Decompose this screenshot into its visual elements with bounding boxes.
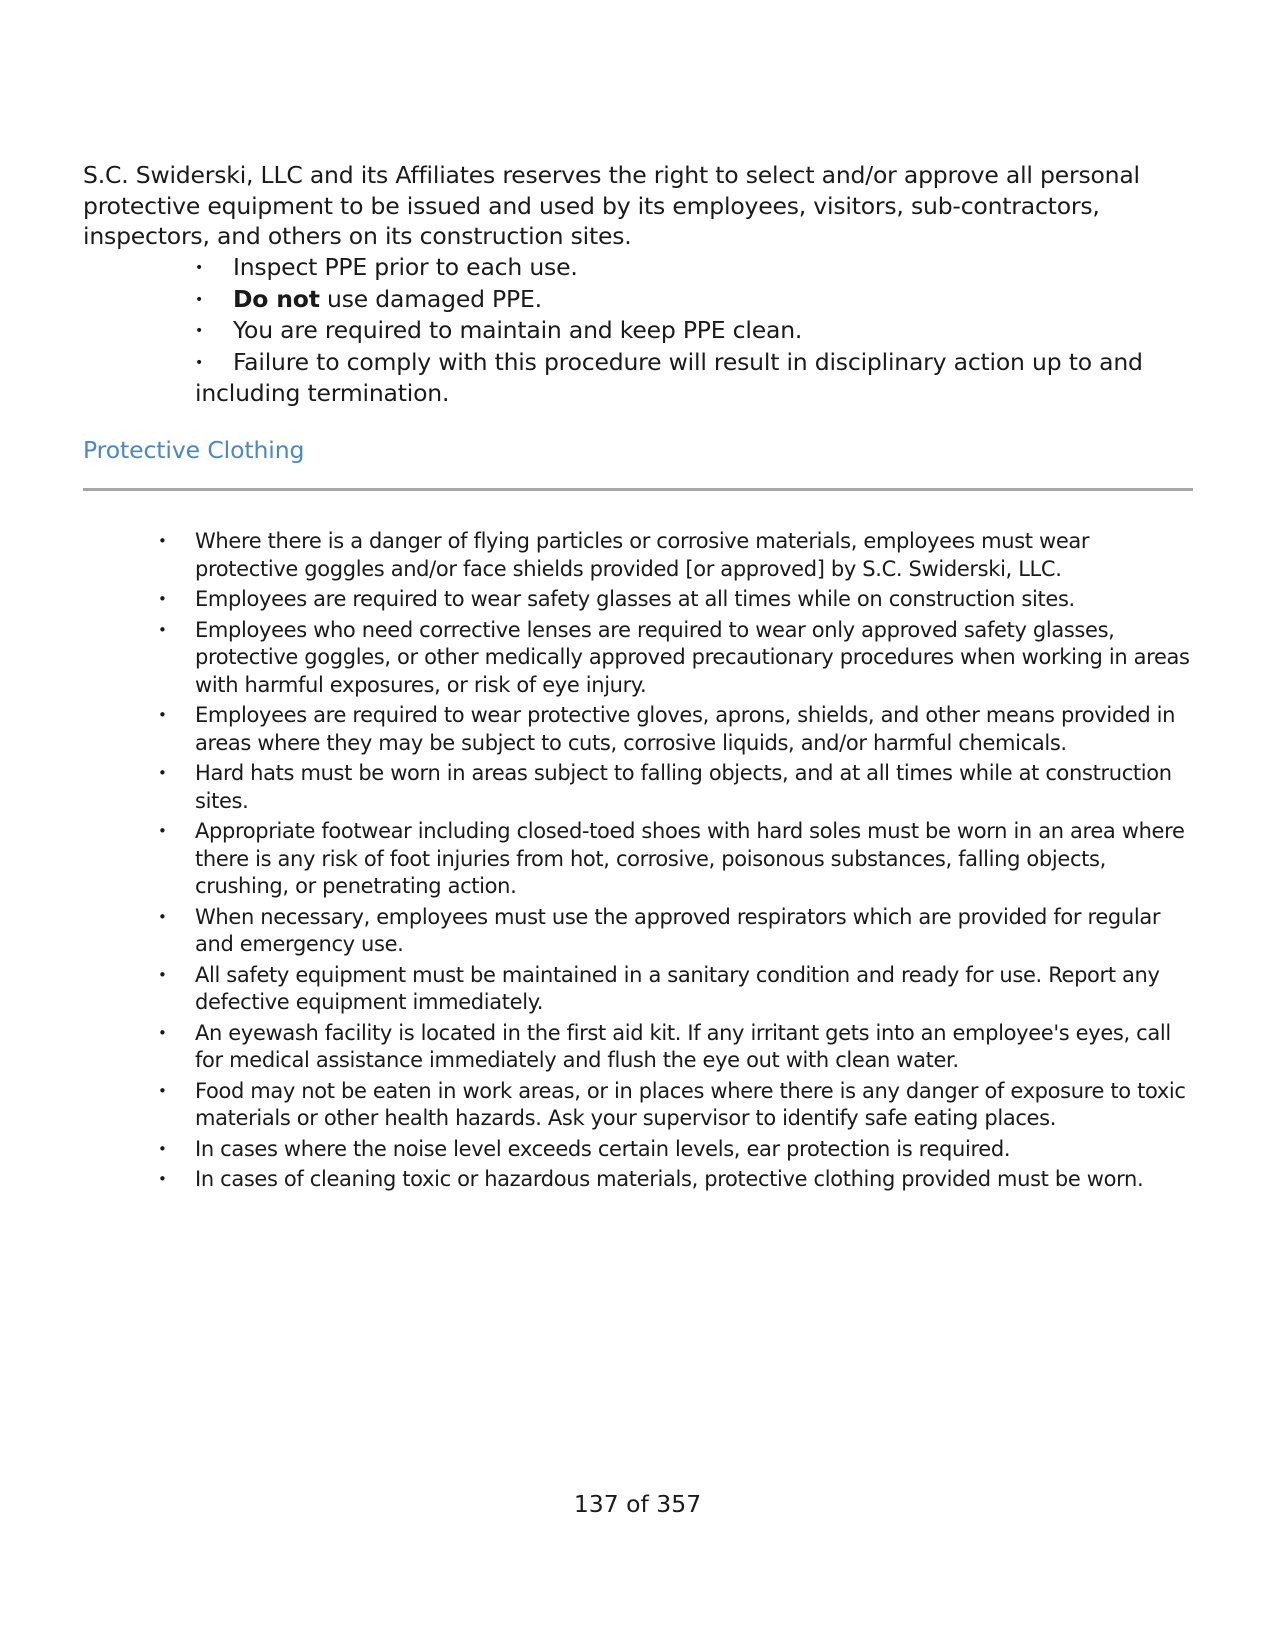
bullet-icon: • xyxy=(158,590,167,608)
list-item-text: Failure to comply with this procedure will result in disciplinary action up to and including termination. xyxy=(195,347,1143,407)
list-item xyxy=(158,586,1195,614)
page-number: 137 of 357 xyxy=(573,1490,702,1518)
list-item-text: In cases where the noise level exceeds certain levels, ear protection is required. xyxy=(195,1136,1011,1161)
section-heading: Protective Clothing xyxy=(83,436,305,464)
bullet-icon: • xyxy=(158,620,167,639)
list-item xyxy=(158,1078,1195,1133)
list-item xyxy=(195,347,1195,409)
list-item xyxy=(158,904,1195,959)
list-item xyxy=(195,315,1195,347)
list-item-text: Appropriate footwear including closed-toed shoes with hard soles must be worn in an area where there is any risk of foot injuries from hot, corrosive, poisonous substances, falling objects, crushing, or penetrating action. xyxy=(195,819,1185,898)
bullet-icon: • xyxy=(158,1170,167,1188)
emphasis-text: Do not xyxy=(233,284,320,313)
list-item xyxy=(195,284,1195,316)
list-item xyxy=(158,1020,1195,1075)
protective-clothing-list xyxy=(158,528,1195,1197)
list-item-text: You are required to maintain and keep PPE clean. xyxy=(233,316,803,344)
list-item xyxy=(158,818,1195,901)
list-item-text: Employees who need corrective lenses are required to wear only approved safety glasses, protective goggles, or other medically approved precautionary procedures when working in areas with harmful exposures, or risk of eye injury. xyxy=(195,617,1190,697)
bullet-icon: • xyxy=(158,764,167,782)
intro-paragraph: S.C. Swiderski, LLC and its Affiliates reserves the right to select and/or approve all personal protective equipment to be issued and used by its employees, visitors, sub-contractors, inspectors, and others on its construction sites. xyxy=(83,161,1140,250)
list-item xyxy=(158,702,1195,757)
bullet-icon: • xyxy=(158,532,167,550)
list-item-text: Food may not be eaten in work areas, or in places where there is any danger of exposure to toxic materials or other health hazards. Ask your supervisor to identify safe eating places. xyxy=(195,1078,1186,1130)
list-item-text: Inspect PPE prior to each use. xyxy=(233,253,578,281)
list-item xyxy=(158,1136,1195,1164)
bullet-icon: • xyxy=(195,323,204,339)
ppe-rules-list xyxy=(195,252,1195,409)
list-item-text: Employees are required to wear safety glasses at all times while on construction sites. xyxy=(195,587,1075,611)
list-item-text: In cases of cleaning toxic or hazardous materials, protective clothing provided must be worn. xyxy=(195,1167,1144,1191)
list-item xyxy=(158,617,1195,700)
bullet-icon: • xyxy=(158,907,167,926)
bullet-icon: • xyxy=(158,706,167,724)
list-item-text: An eyewash facility is located in the first aid kit. If any irritant gets into an employee's eyes, call for medical assistance immediately and flush the eye out with clean water. xyxy=(195,1020,1171,1072)
list-item-text: Hard hats must be worn in areas subject to falling objects, and at all times while at construction sites. xyxy=(195,761,1172,813)
bullet-icon: • xyxy=(158,1139,167,1158)
list-item xyxy=(195,252,1195,284)
bullet-icon: • xyxy=(158,822,167,840)
bullet-icon: • xyxy=(195,260,204,276)
list-item-text: use damaged PPE. xyxy=(319,284,542,313)
bullet-icon: • xyxy=(158,1081,167,1100)
list-item xyxy=(158,962,1195,1017)
list-item-text: Employees are required to wear protective gloves, aprons, shields, and other means provided in areas where they may be subject to cuts, corrosive liquids, and/or harmful chemicals. xyxy=(195,703,1176,755)
list-item-text: All safety equipment must be maintained in a sanitary condition and ready for use. Report any defective equipment immediately. xyxy=(195,962,1160,1014)
section-divider xyxy=(83,488,1193,491)
bullet-icon: • xyxy=(195,354,204,371)
list-item-text: Where there is a danger of flying particles or corrosive materials, employees must wear protective goggles and/or face shields provided [or approved] by S.C. Swiderski, LLC. xyxy=(195,529,1090,581)
bullet-icon: • xyxy=(158,965,167,984)
bullet-icon: • xyxy=(195,291,204,308)
list-item xyxy=(158,760,1195,815)
list-item-text: When necessary, employees must use the approved respirators which are provided for regular and emergency use. xyxy=(195,904,1161,956)
list-item xyxy=(158,528,1195,583)
list-item xyxy=(158,1166,1195,1194)
bullet-icon: • xyxy=(158,1023,167,1042)
